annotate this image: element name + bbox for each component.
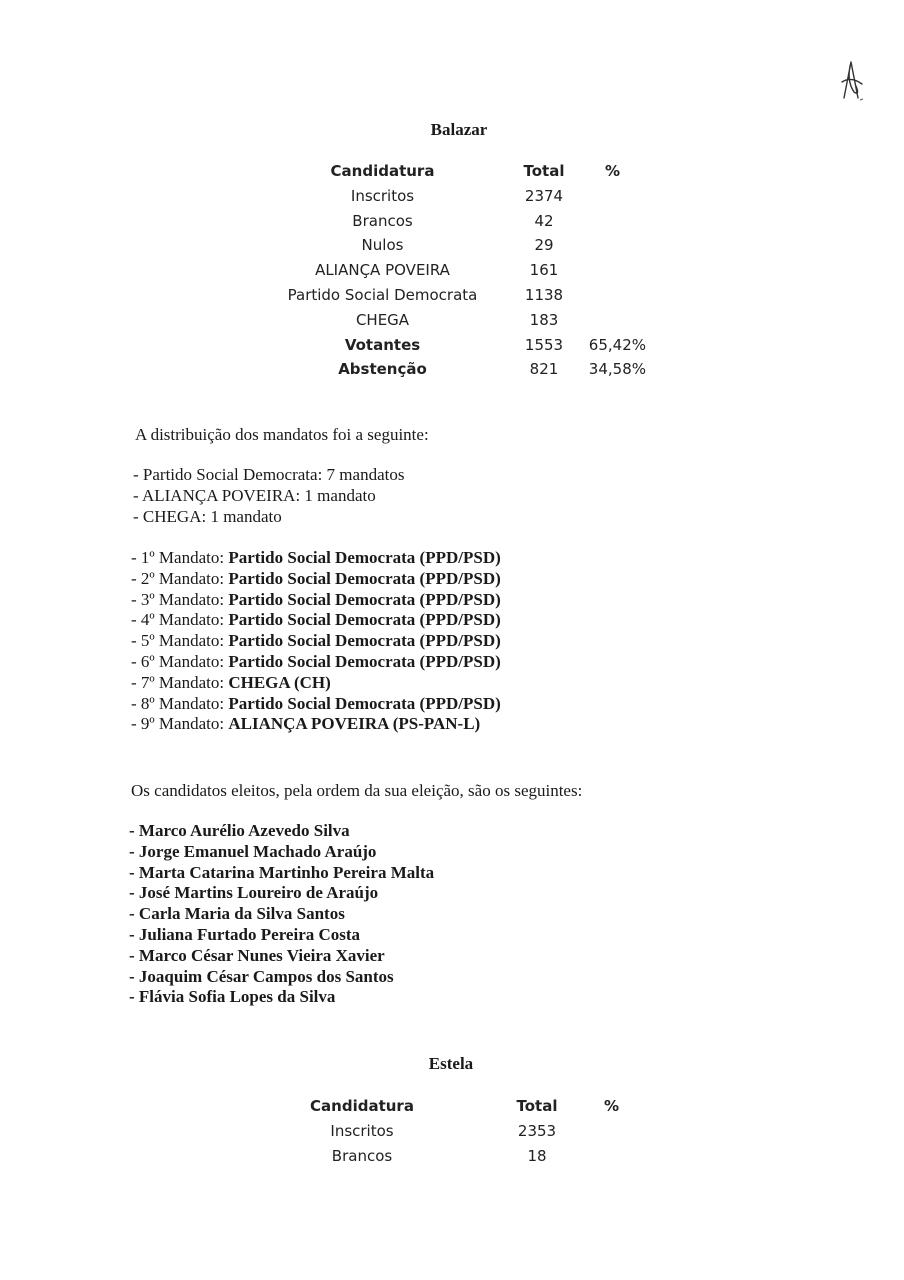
cell-total: 161 [529,261,559,280]
cell-candidatura: Inscritos [350,186,415,205]
mandate-number: - 2º Mandato: [131,568,229,588]
mandate-party: Partido Social Democrata (PPD/PSD) [228,651,501,671]
list-item: - Juliana Furtado Pereira Costa [129,924,361,944]
table-header [274,1097,694,1121]
table-header [280,162,700,186]
cell-total: 2353 [517,1121,557,1140]
list-item: - Partido Social Democrata: 7 mandatos [133,465,405,484]
distribution-list [133,465,404,527]
list-item [131,631,501,652]
header-total: Total [516,1097,558,1115]
list-item: - Carla Maria da Silva Santos [129,904,345,924]
mandate-party: Partido Social Democrata (PPD/PSD) [228,631,501,651]
cell-candidatura: Inscritos [330,1121,394,1140]
table-row [280,212,700,236]
list-item [131,673,501,694]
header-candidatura: Candidatura [330,162,435,180]
mandate-number: - 3º Mandato: [131,589,229,609]
table-row [280,311,700,335]
list-item: - Marta Catarina Martinho Pereira Malta [129,862,435,882]
mandate-party: Partido Social Democrata (PPD/PSD) [228,568,501,588]
table-row-votantes [280,336,700,360]
results-table-estela [274,1097,694,1172]
table-row [280,236,700,260]
cell-total: 821 [529,360,559,379]
mandate-number: - 1º Mandato: [131,548,229,567]
mandate-number: - 5º Mandato: [131,631,229,651]
cell-total: 183 [529,310,559,329]
list-item: - José Martins Loureiro de Araújo [129,883,379,903]
cell-candidatura: Brancos [352,211,413,230]
cell-candidatura: Partido Social Democrata [287,286,478,304]
cell-total: 1553 [524,335,564,354]
cell-total: 2374 [524,186,564,205]
cell-candidatura: Nulos [361,236,404,255]
handwritten-initials [834,58,868,102]
list-item: - ALIANÇA POVEIRA: 1 mandato [133,485,376,505]
list-item: - CHEGA: 1 mandato [133,506,282,526]
elected-intro: Os candidatos eleitos, pela ordem da sua eleição, são os seguintes: [131,781,583,800]
cell-candidatura: CHEGA [355,310,410,329]
cell-candidatura: Votantes [344,335,421,354]
table-row [274,1122,694,1146]
section-title-balazar: Balazar [430,120,488,139]
cell-total: 18 [527,1146,547,1165]
header-candidatura: Candidatura [310,1097,414,1115]
cell-candidatura: Abstenção [338,360,427,379]
cell-percent: 34,58% [588,360,646,379]
header-percent: % [604,162,620,180]
mandate-number: - 8º Mandato: [131,693,229,713]
mandate-party: Partido Social Democrata (PPD/PSD) [228,548,501,567]
elected-list [129,821,434,1008]
cell-total: 1138 [524,286,564,304]
mandate-list [131,548,501,735]
header-percent: % [603,1097,619,1115]
mandate-party: Partido Social Democrata (PPD/PSD) [228,693,501,713]
list-item: - Joaquim César Campos dos Santos [129,966,394,986]
list-item [131,694,501,715]
list-item [131,714,501,735]
list-item [131,590,501,611]
table-row [280,286,700,310]
list-item [131,652,501,673]
mandate-party: ALIANÇA POVEIRA (PS-PAN-L) [228,714,481,734]
cell-total: 42 [534,211,554,230]
header-total: Total [523,162,565,180]
mandate-number: - 4º Mandato: [131,610,229,630]
cell-candidatura: Brancos [331,1146,393,1165]
list-item: - Flávia Sofia Lopes da Silva [129,987,336,1007]
list-item: - Marco Aurélio Azevedo Silva [129,821,350,840]
mandate-number: - 7º Mandato: [131,672,229,692]
list-item: - Marco César Nunes Vieira Xavier [129,945,385,965]
mandate-number: - 9º Mandato: [131,714,229,734]
cell-percent: 65,42% [588,335,646,354]
list-item: - Jorge Emanuel Machado Araújo [129,841,377,861]
mandate-party: Partido Social Democrata (PPD/PSD) [228,610,501,630]
mandate-party: CHEGA (CH) [228,672,331,692]
distribution-intro: A distribuição dos mandatos foi a seguinte: [135,425,429,444]
cell-total: 29 [534,236,554,255]
table-row [280,261,700,285]
list-item [131,569,501,590]
mandate-party: Partido Social Democrata (PPD/PSD) [228,589,501,609]
list-item [131,548,501,569]
table-row [280,187,700,211]
section-title-estela: Estela [428,1054,474,1073]
results-table-balazar [280,162,700,387]
table-row-abstencao [280,360,700,384]
mandate-number: - 6º Mandato: [131,651,229,671]
table-row [274,1147,694,1171]
cell-candidatura: ALIANÇA POVEIRA [315,261,450,280]
list-item [131,610,501,631]
